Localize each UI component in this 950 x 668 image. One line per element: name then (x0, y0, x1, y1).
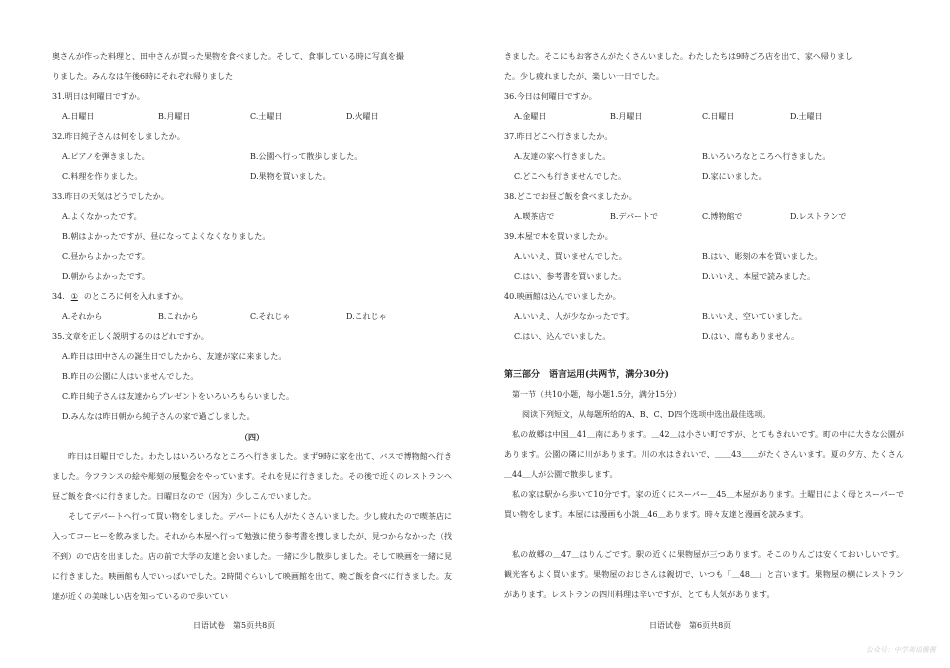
question-34 (52, 292, 188, 302)
q33-option-a: A.よくなかったです。 (62, 212, 142, 221)
q39-option-b: B.はい、彫刻の本を買いました。 (702, 252, 823, 261)
question-38: 38.どこでお昼ご飯を食べましたか。 (504, 192, 637, 201)
q31-option-d: D.火曜日 (346, 112, 379, 121)
left-footer: 日语试卷 第5页共8页 (193, 621, 276, 630)
q38-option-c: C.博物館で (702, 212, 743, 221)
q35-option-a: A.昨日は田中さんの誕生日でしたから、友達が家に来ました。 (62, 352, 287, 361)
question-39: 39.本屋で本を買いましたか。 (504, 232, 613, 241)
q38-option-a: A.喫茶店で (514, 212, 555, 221)
q32-option-a: A.ピアノを弾きました。 (62, 152, 150, 161)
q34-blank: ① (70, 292, 78, 301)
q38-option-b: B.デパートで (610, 212, 658, 221)
q34-option-a: A.それから (62, 312, 103, 321)
cloze-paragraph-3: 私の故郷の＿47＿はりんごです。駅の近くに果物屋が三つあります。そこのりんごは安くておいしいです。観光客もよく買います。果物屋のおじさんは親切で、いつも「＿48＿」と言います。果物屋の横にレストランがあります。レストランの四川料理は辛いですが、とても人気があります。 (504, 550, 904, 599)
q35-option-b: B.昨日の公園に人はいませんでした。 (62, 372, 199, 381)
q34-option-c: C.それじゃ (250, 312, 291, 321)
cloze-paragraph-2: 私の家は駅から歩いて10分です。家の近くにスーパー＿45＿本屋があります。土曜日によく母とスーパーで買い物をします。本屋には漫画も小説＿46＿あります。時々友達と漫画を読みます。 (504, 490, 904, 519)
watermark: 公众号：中学英语酱酱 (866, 646, 936, 654)
q36-option-d: D.土曜日 (790, 112, 823, 121)
q37-option-c: C.どこへも行きませんでした。 (514, 172, 627, 181)
question-35: 35.文章を正しく説明するのはどれですか。 (52, 332, 209, 341)
q39-option-a: A.いいえ、買いませんでした。 (514, 252, 627, 261)
question-32: 32.昨日純子さんは何をしましたか。 (52, 132, 185, 141)
right-intro-line-2: た。少し疲れましたが、楽しい一日でした。 (504, 72, 664, 81)
q38-option-d: D.レストランで (790, 212, 847, 221)
q32-option-c: C.料理を作りました。 (62, 172, 143, 181)
q33-option-d: D.朝からよかったです。 (62, 272, 151, 281)
q33-option-c: C.昼からよかったです。 (62, 252, 150, 261)
q36-option-a: A.金曜日 (514, 112, 547, 121)
right-intro-line-1: きました。そこにもお客さんがたくさんいました。わたしたちは9時ごろ店を出て、家へ帰りまし (504, 52, 853, 61)
question-33: 33.昨日の天気はどうでしたか。 (52, 192, 169, 201)
q31-option-c: C.土曜日 (250, 112, 283, 121)
q37-option-d: D.家にいました。 (702, 172, 767, 181)
q39-option-c: C.はい、参考書を買いました。 (514, 272, 627, 281)
section-heading: （四） (240, 432, 264, 442)
part3-title: 第三部分 语言运用(共两节，满分30分) (504, 370, 670, 380)
q34-text: のところに何を入れますか。 (83, 292, 188, 301)
q32-option-b: B.公園へ行って散歩しました。 (250, 152, 363, 161)
question-40: 40.映画館は込んでいましたか。 (504, 292, 621, 301)
passage-paragraph-2: そしてデパートへ行って買い物をしました。デパートにも人がたくさんいました。少し疲れたので喫茶店に入ってコーヒーを飲みました。それから本屋へ行って勉強に使う参考書を捜しましたが、見つからなかった（找不到）ので店を出ました。店の前で大学の友達と会いました。一緒に少し散歩しました。そして映画を一緒に見に行きました。映画館も人でいっぱいでした。2時間ぐらいして映画館を出て、晩ご飯を食べに行きました。友達が近くの美味しい店を知っているので歩いてい (52, 512, 452, 601)
intro-line-2: りました。みんなは午後6時にそれぞれ帰りました (52, 72, 234, 81)
q35-option-d: D.みんなは昨日朝から純子さんの家で過ごしました。 (62, 412, 255, 421)
q40-option-b: B.いいえ、空いていました。 (702, 312, 807, 321)
q36-option-b: B.月曜日 (610, 112, 643, 121)
question-36: 36.今日は何曜日ですか。 (504, 92, 597, 101)
intro-line-1: 奥さんが作った料理と、田中さんが買った果物を食べました。そして、食事している時に写真を撮 (52, 52, 404, 61)
q36-option-c: C.日曜日 (702, 112, 735, 121)
part3-instruction: 阅读下列短文，从每题所给的A、B、C、D四个选项中选出最佳选项。 (522, 410, 771, 419)
q32-option-d: D.果物を買いました。 (250, 172, 331, 181)
q37-option-a: A.友達の家へ行きました。 (514, 152, 611, 161)
passage-paragraph-1: 昨日は日曜日でした。わたしはいろいろなところへ行きました。まず9時に家を出て、バスで博物館へ行きました。今フランスの絵や彫刻の展覧会をやっています。それを見に行きました。その後で近くのレストランへ昼ご飯を食べに行きました。日曜日なので（因为）少しこんでいました。 (52, 452, 452, 501)
q33-option-b: B.朝はよかったですが、昼になってよくなくなりました。 (62, 232, 271, 241)
question-31: 31.明日は何曜日ですか。 (52, 92, 145, 101)
q34-option-b: B.これから (158, 312, 199, 321)
q31-option-b: B.月曜日 (158, 112, 191, 121)
part3-subtitle: 第一节（共10小题，每小题1.5分，满分15分） (512, 390, 682, 399)
q31-option-a: A.日曜日 (62, 112, 95, 121)
q40-option-a: A.いいえ、人が少なかったです。 (514, 312, 635, 321)
q35-option-c: C.昨日純子さんは友達からプレゼントをいろいろもらいました。 (62, 392, 295, 401)
q34-number: 34. (52, 292, 65, 301)
right-footer: 日语试卷 第6页共8页 (649, 621, 732, 630)
q40-option-c: C.はい、込んでいました。 (514, 332, 611, 341)
q37-option-b: B.いろいろなところへ行きました。 (702, 152, 831, 161)
question-37: 37.昨日どこへ行きましたか。 (504, 132, 613, 141)
cloze-paragraph-1: 私の故郷は中国＿41＿南にあります。＿42＿は小さい町ですが、とてもきれいです。町の中に大きな公園があります。公園の隣に川があります。川の水はきれいで、＿＿43＿＿がたくさんいます。夏の夕方、たくさん＿44＿人が公園で散歩します。 (504, 430, 904, 479)
q40-option-d: D.はい、席もありません。 (702, 332, 800, 341)
q39-option-d: D.いいえ、本屋で読みました。 (702, 272, 816, 281)
q34-option-d: D.これじゃ (346, 312, 387, 321)
